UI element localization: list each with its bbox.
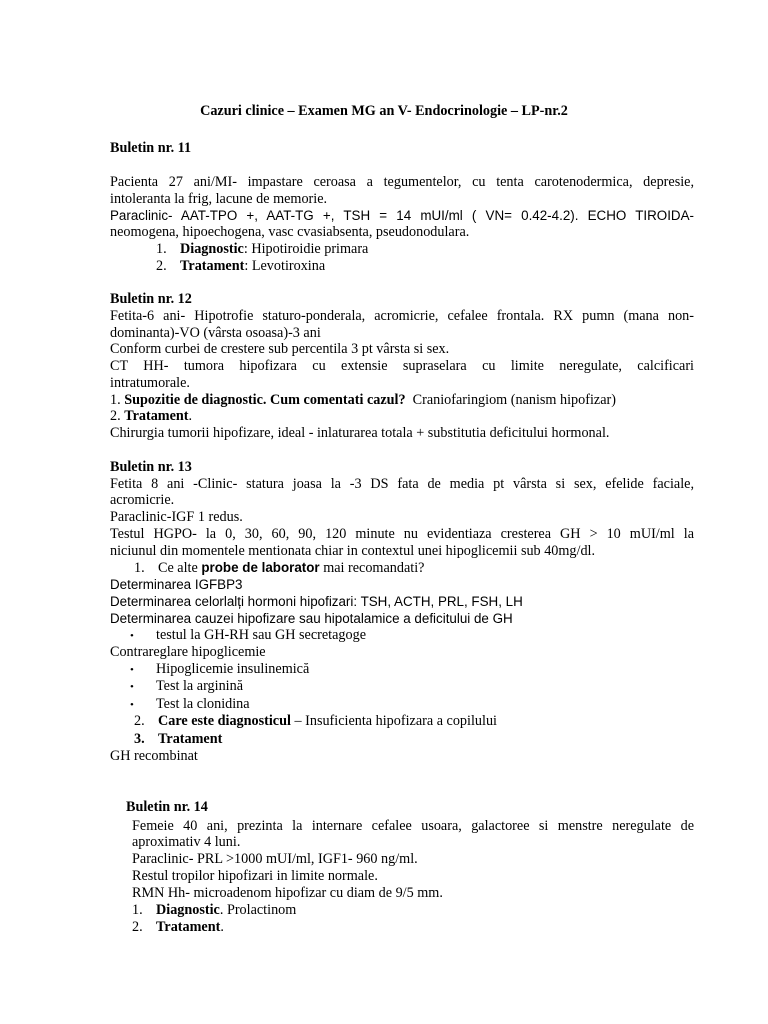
bullet-icon: •	[130, 664, 134, 676]
case-12-question-1	[110, 392, 694, 409]
bullet-icon: •	[130, 699, 134, 711]
list-number: 3.	[134, 731, 145, 747]
case-14-line-1: Femeie 40 ani, prezinta la internare cefalee usoara, galactoree si menstre neregulate de	[132, 818, 694, 834]
case-13-sub-4: Contrareglare hipoglicemie	[110, 644, 266, 660]
case-13-line-2: acromicrie.	[110, 492, 175, 508]
case-11-line-4: neomogena, hipoechogena, vasc cvasiabsenta, pseudonodulara.	[110, 224, 470, 240]
answer-text: . Prolactinom	[219, 902, 297, 918]
case-12-line-4: CT HH- tumora hipofizara cu extensie supraselara cu limite neregulate, calcificari	[110, 358, 694, 374]
case-13-bullet-3	[130, 678, 714, 696]
question-post: mai recomandati?	[319, 560, 425, 576]
case-14-line-4: Restul tropilor hipofizari in limite normale.	[132, 868, 378, 884]
case-14-line-2: aproximativ 4 luni.	[132, 834, 241, 850]
bullet-text: Hipoglicemie insulinemică	[156, 661, 310, 677]
case-13-question-3	[134, 731, 718, 748]
answer-text: Craniofaringiom (nanism hipofizar)	[412, 392, 616, 408]
case-13-line-4: Testul HGPO- la 0, 30, 60, 90, 120 minute nu evidentiaza cresterea GH > 10 mUI/ml la	[110, 526, 694, 542]
case-13-sub-3: Determinarea cauzei hipofizare sau hipotalamice a deficitului de GH	[110, 611, 513, 626]
case-13-line-6: GH recombinat	[110, 748, 198, 764]
question-label: Tratament	[124, 408, 189, 424]
case-11-item-2	[156, 258, 740, 275]
case-13-question-2	[134, 713, 718, 730]
list-number: 1.	[156, 241, 167, 257]
case-11-line-2: intoleranta la frig, lacune de memorie.	[110, 191, 328, 207]
list-number: 2.	[110, 408, 121, 424]
list-number: 2.	[134, 713, 145, 729]
case-13-question-1	[134, 559, 718, 577]
case-12-line-6: Chirurgia tumorii hipofizare, ideal - inlaturarea totala + substitutia deficitului hormonal.	[110, 425, 610, 441]
case-13-line-3: Paraclinic-IGF 1 redus.	[110, 509, 243, 525]
case-11-item-1	[156, 241, 740, 258]
bullet-icon: •	[130, 630, 134, 642]
case-14-line-5: RMN Hh- microadenom hipofizar cu diam de 9/5 mm.	[132, 885, 443, 901]
case-13-sub-1: Determinarea IGFBP3	[110, 577, 243, 592]
question-label: Tratament	[156, 919, 221, 935]
case-12-line-2: dominanta)-VO (vârsta osoasa)-3 ani	[110, 325, 321, 341]
answer-text: – Insuficienta hipofizara a copilului	[290, 713, 497, 729]
case-13-bullet-4	[130, 696, 714, 714]
page-title: Cazuri clinice – Examen MG an V- Endocrinologie – LP-nr.2	[200, 103, 568, 119]
case-13-heading: Buletin nr. 13	[110, 459, 192, 475]
bullet-text: Test la clonidina	[156, 696, 250, 712]
case-13-line-5: niciunul din momentele mentionata chiar in contextul unei hipoglicemii sub 40mg/dl.	[110, 543, 596, 559]
case-11-line-1: Pacienta 27 ani/MI- impastare ceroasa a tegumentelor, cu tenta carotenodermica, depresie,	[110, 174, 694, 190]
case-13-bullet-2	[130, 661, 714, 679]
case-12-line-3: Conform curbei de crestere sub percentila 3 pt vârsta si sex.	[110, 341, 450, 357]
bullet-icon: •	[130, 681, 134, 693]
question-pre: Ce alte	[158, 560, 202, 576]
case-13-line-1: Fetita 8 ani -Clinic- statura joasa la -3 DS fata de media pt vârsta si sex, efelide faciale,	[110, 476, 694, 492]
question-label: Supozitie de diagnostic. Cum comentati cazul?	[124, 392, 406, 408]
case-14-line-3: Paraclinic- PRL >1000 mUI/ml, IGF1- 960 ng/ml.	[132, 851, 418, 867]
case-12-question-2	[110, 408, 694, 425]
bullet-text: testul la GH-RH sau GH secretagoge	[156, 627, 366, 643]
case-14-question-2	[132, 919, 716, 936]
question-label: Care este diagnosticul	[158, 713, 291, 729]
case-13-bullet-1	[130, 627, 714, 645]
item-text: : Levotiroxina	[244, 258, 326, 274]
case-12-line-1: Fetita-6 ani- Hipotrofie staturo-ponderala, acromicrie, cefalee frontala. RX pumn (mana non-	[110, 308, 694, 324]
question-label: Tratament	[158, 731, 223, 747]
question-label: probe de laborator	[201, 560, 320, 575]
bullet-text: Test la arginină	[156, 678, 243, 694]
answer-text: .	[220, 919, 224, 935]
list-number: 2.	[132, 919, 143, 935]
item-label: Diagnostic	[180, 241, 244, 257]
answer-text: .	[188, 408, 193, 424]
case-11-line-3: Paraclinic- AAT-TPO +, AAT-TG +, TSH = 14 mUI/ml ( VN= 0.42-4.2). ECHO TIROIDA-	[110, 208, 694, 223]
case-13-sub-2: Determinarea celorlalți hormoni hipofizari: TSH, ACTH, PRL, FSH, LH	[110, 594, 523, 609]
list-number: 2.	[156, 258, 167, 274]
question-label: Diagnostic	[156, 902, 220, 918]
case-11-heading: Buletin nr. 11	[110, 140, 192, 156]
case-14-question-1	[132, 902, 716, 919]
case-12-line-5: intratumorale.	[110, 375, 190, 391]
item-text: : Hipotiroidie primara	[243, 241, 369, 257]
item-label: Tratament	[180, 258, 245, 274]
case-12-heading: Buletin nr. 12	[110, 291, 192, 307]
list-number: 1.	[132, 902, 143, 918]
list-number: 1.	[110, 392, 121, 408]
case-14-heading: Buletin nr. 14	[126, 799, 208, 815]
list-number: 1.	[134, 560, 145, 576]
